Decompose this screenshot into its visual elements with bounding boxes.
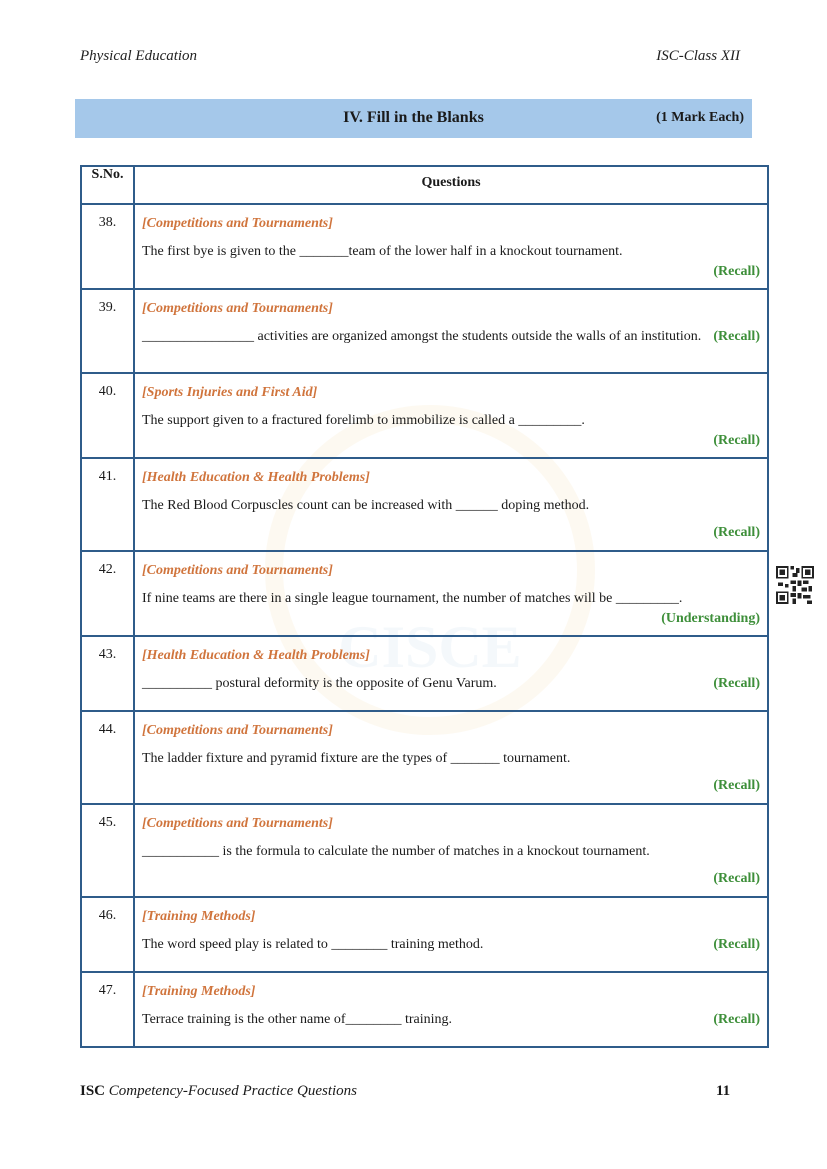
question-topic: [Competitions and Tournaments] [142, 723, 333, 738]
question-text: The support given to a fractured forelimb to immobilize is called a _________. [142, 413, 585, 428]
table-row [81, 972, 768, 1047]
question-topic: [Training Methods] [142, 909, 256, 924]
question-cell [134, 711, 768, 804]
question-text [142, 589, 760, 626]
cognitive-level: (Recall) [713, 676, 760, 691]
question-text: ___________ is the formula to calculate the number of matches in a knockout tournament. [142, 844, 650, 859]
section-marks: (1 Mark Each) [656, 110, 744, 125]
question-text-content: ________________ activities are organized amongst the students outside the walls of an institution. [142, 329, 702, 344]
question-topic: [Competitions and Tournaments] [142, 301, 333, 316]
question-topic: [Competitions and Tournaments] [142, 216, 333, 231]
questions-table [80, 165, 769, 1048]
question-topic: [Health Education & Health Problems] [142, 470, 370, 485]
question-topic: [Health Education & Health Problems] [142, 648, 370, 663]
question-number: 43. [81, 636, 134, 711]
question-cell [134, 972, 768, 1047]
question-cell [134, 804, 768, 897]
question-topic: [Sports Injuries and First Aid] [142, 385, 318, 400]
question-topic: [Training Methods] [142, 984, 256, 999]
question-cell [134, 551, 768, 636]
question-number: 38. [81, 204, 134, 289]
question-topic: [Competitions and Tournaments] [142, 563, 333, 578]
question-cell [134, 458, 768, 551]
question-cell [134, 897, 768, 972]
cognitive-level: (Recall) [713, 937, 760, 952]
question-text: The Red Blood Corpuscles count can be increased with ______ doping method. [142, 498, 590, 513]
question-text [142, 674, 760, 694]
question-text-content: If nine teams are there in a single league tournament, the number of matches will be _________. [142, 591, 683, 606]
footer-subtitle: Competency-Focused Practice Questions [108, 1083, 358, 1099]
table-row [81, 289, 768, 373]
question-topic: [Competitions and Tournaments] [142, 816, 333, 831]
cognitive-level: (Understanding) [661, 611, 760, 626]
question-cell [134, 636, 768, 711]
question-number: 41. [81, 458, 134, 551]
cognitive-level: (Recall) [713, 525, 760, 540]
cognitive-level: (Recall) [713, 433, 760, 448]
cognitive-level: (Recall) [713, 329, 760, 344]
running-header-class: ISC-Class XII [656, 48, 740, 64]
question-number: 44. [81, 711, 134, 804]
running-header-subject: Physical Education [80, 48, 198, 64]
table-row [81, 373, 768, 458]
cognitive-level: (Recall) [713, 778, 760, 793]
question-text [142, 327, 760, 347]
question-text-content: Terrace training is the other name of________ training. [142, 1012, 453, 1027]
table-row [81, 458, 768, 551]
question-text: The first bye is given to the _______team of the lower half in a knockout tournament. [142, 244, 623, 259]
table-row [81, 551, 768, 636]
footer-title [80, 1083, 357, 1100]
section-title: IV. Fill in the Blanks [343, 109, 484, 126]
question-text [142, 1010, 760, 1030]
cognitive-level: (Recall) [713, 264, 760, 279]
cognitive-level: (Recall) [713, 1012, 760, 1027]
qr-code-icon[interactable] [776, 566, 814, 604]
question-number: 42. [81, 551, 134, 636]
question-number: 46. [81, 897, 134, 972]
question-number: 40. [81, 373, 134, 458]
question-number: 45. [81, 804, 134, 897]
question-text-content: The word speed play is related to ________ training method. [142, 937, 484, 952]
question-text [142, 935, 760, 955]
cognitive-level: (Recall) [713, 871, 760, 886]
question-cell [134, 204, 768, 289]
question-number: 47. [81, 972, 134, 1047]
question-text: The ladder fixture and pyramid fixture are the types of _______ tournament. [142, 751, 571, 766]
question-cell [134, 373, 768, 458]
table-row [81, 636, 768, 711]
question-cell [134, 289, 768, 373]
footer-brand: ISC [80, 1083, 106, 1099]
table-row [81, 711, 768, 804]
table-row [81, 204, 768, 289]
question-text-content: __________ postural deformity is the opposite of Genu Varum. [142, 676, 497, 691]
table-row [81, 897, 768, 972]
column-header-sno: S.No. [81, 166, 134, 204]
section-heading-band [75, 99, 752, 138]
page-number: 11 [716, 1083, 731, 1099]
watermark-text: CISCE [338, 614, 522, 680]
table-row [81, 804, 768, 897]
question-number: 39. [81, 289, 134, 373]
column-header-questions: Questions [134, 166, 768, 204]
table-header-row [81, 166, 768, 204]
